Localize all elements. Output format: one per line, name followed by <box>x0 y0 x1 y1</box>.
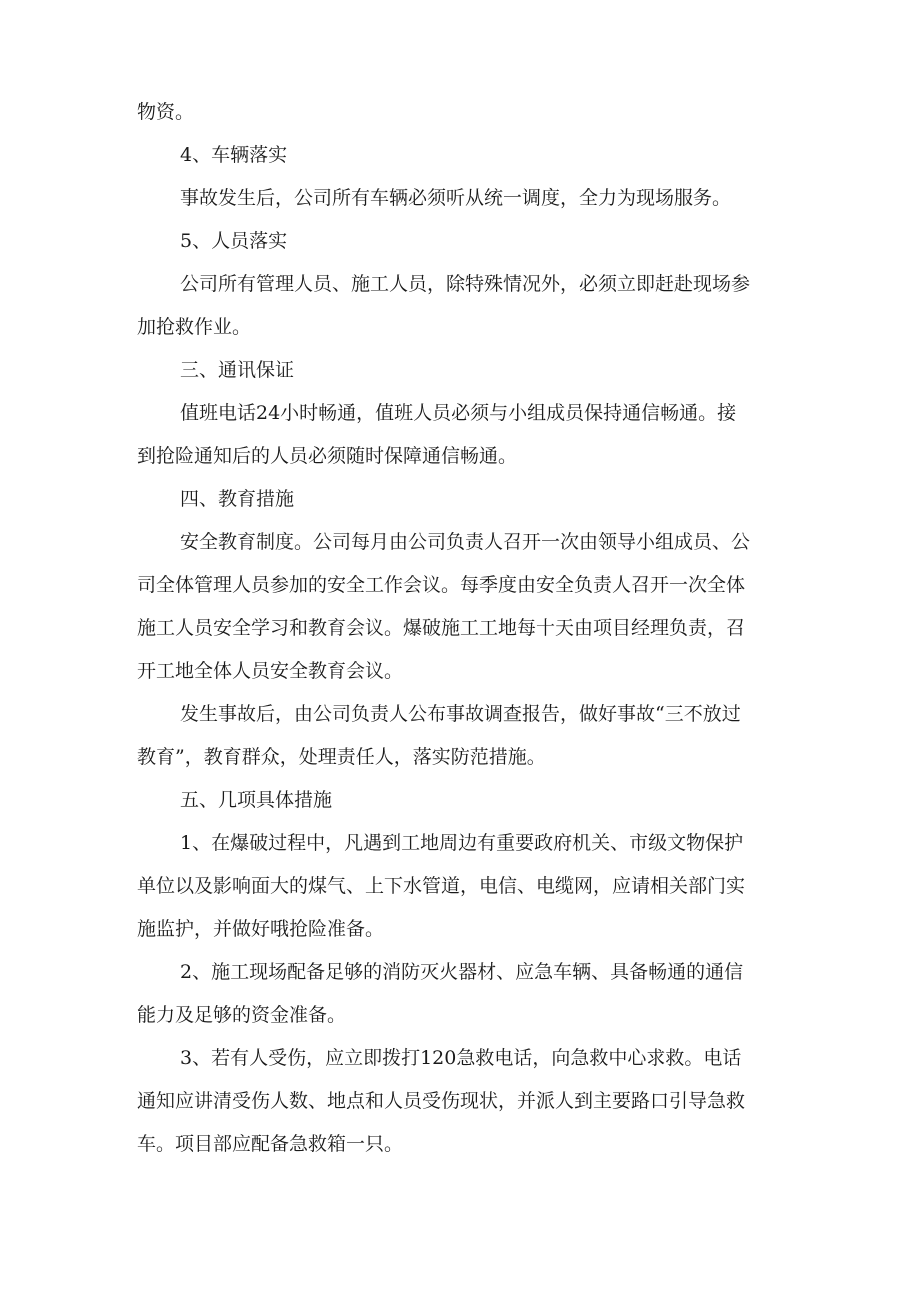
section-heading: 4、车辆落实 <box>180 144 288 166</box>
text-line: 2、施工现场配备足够的消防灭火器材、应急车辆、具备畅通的通信 <box>180 961 744 983</box>
text-line: 能力及足够的资金准备。 <box>137 1004 347 1026</box>
text-line: 事故发生后，公司所有车辆必须听从统一调度，全力为现场服务。 <box>180 187 732 209</box>
text-line: 发生事故后，由公司负责人公布事故调查报告，做好事故“三不放过 <box>180 703 741 725</box>
text-line: 车。项目部应配备急救箱一只。 <box>137 1133 404 1155</box>
text-line: 3、若有人受伤，应立即拨打120急救电话，向急救中心求救。电话 <box>180 1047 742 1069</box>
text-line: 司全体管理人员参加的安全工作会议。每季度由安全负责人召开一次全体 <box>137 574 746 596</box>
text-line: 物资。 <box>137 101 195 123</box>
text-line: 到抢险通知后的人员必须随时保障通信畅通。 <box>137 445 518 467</box>
text-line: 值班电话24小时畅通，值班人员必须与小组成员保持通信畅通。接 <box>180 402 737 424</box>
text-line: 安全教育制度。公司每月由公司负责人召开一次由领导小组成员、公 <box>180 531 751 553</box>
text-line: 单位以及影响面大的煤气、上下水管道，电信、电缆网，应请相关部门实 <box>137 875 746 897</box>
text-line: 施监护，并做好哦抢险准备。 <box>137 918 385 940</box>
section-heading: 5、人员落实 <box>180 230 288 252</box>
text-line: 开工地全体人员安全教育会议。 <box>137 660 404 682</box>
section-heading: 四、教育措施 <box>180 488 295 510</box>
text-line: 加抢救作业。 <box>137 316 252 338</box>
text-line: 公司所有管理人员、施工人员，除特殊情况外，必须立即赶赴现场参 <box>180 273 751 295</box>
text-line: 1、在爆破过程中，凡遇到工地周边有重要政府机关、市级文物保护 <box>180 832 744 854</box>
text-line: 教育”，教育群众，处理责任人，落实防范措施。 <box>137 746 546 768</box>
section-heading: 五、几项具体措施 <box>180 789 333 811</box>
text-line: 通知应讲清受伤人数、地点和人员受伤现状，并派人到主要路口引导急救 <box>137 1090 746 1112</box>
text-line: 施工人员安全学习和教育会议。爆破施工工地每十天由项目经理负责，召 <box>137 617 746 639</box>
section-heading: 三、通讯保证 <box>180 359 295 381</box>
